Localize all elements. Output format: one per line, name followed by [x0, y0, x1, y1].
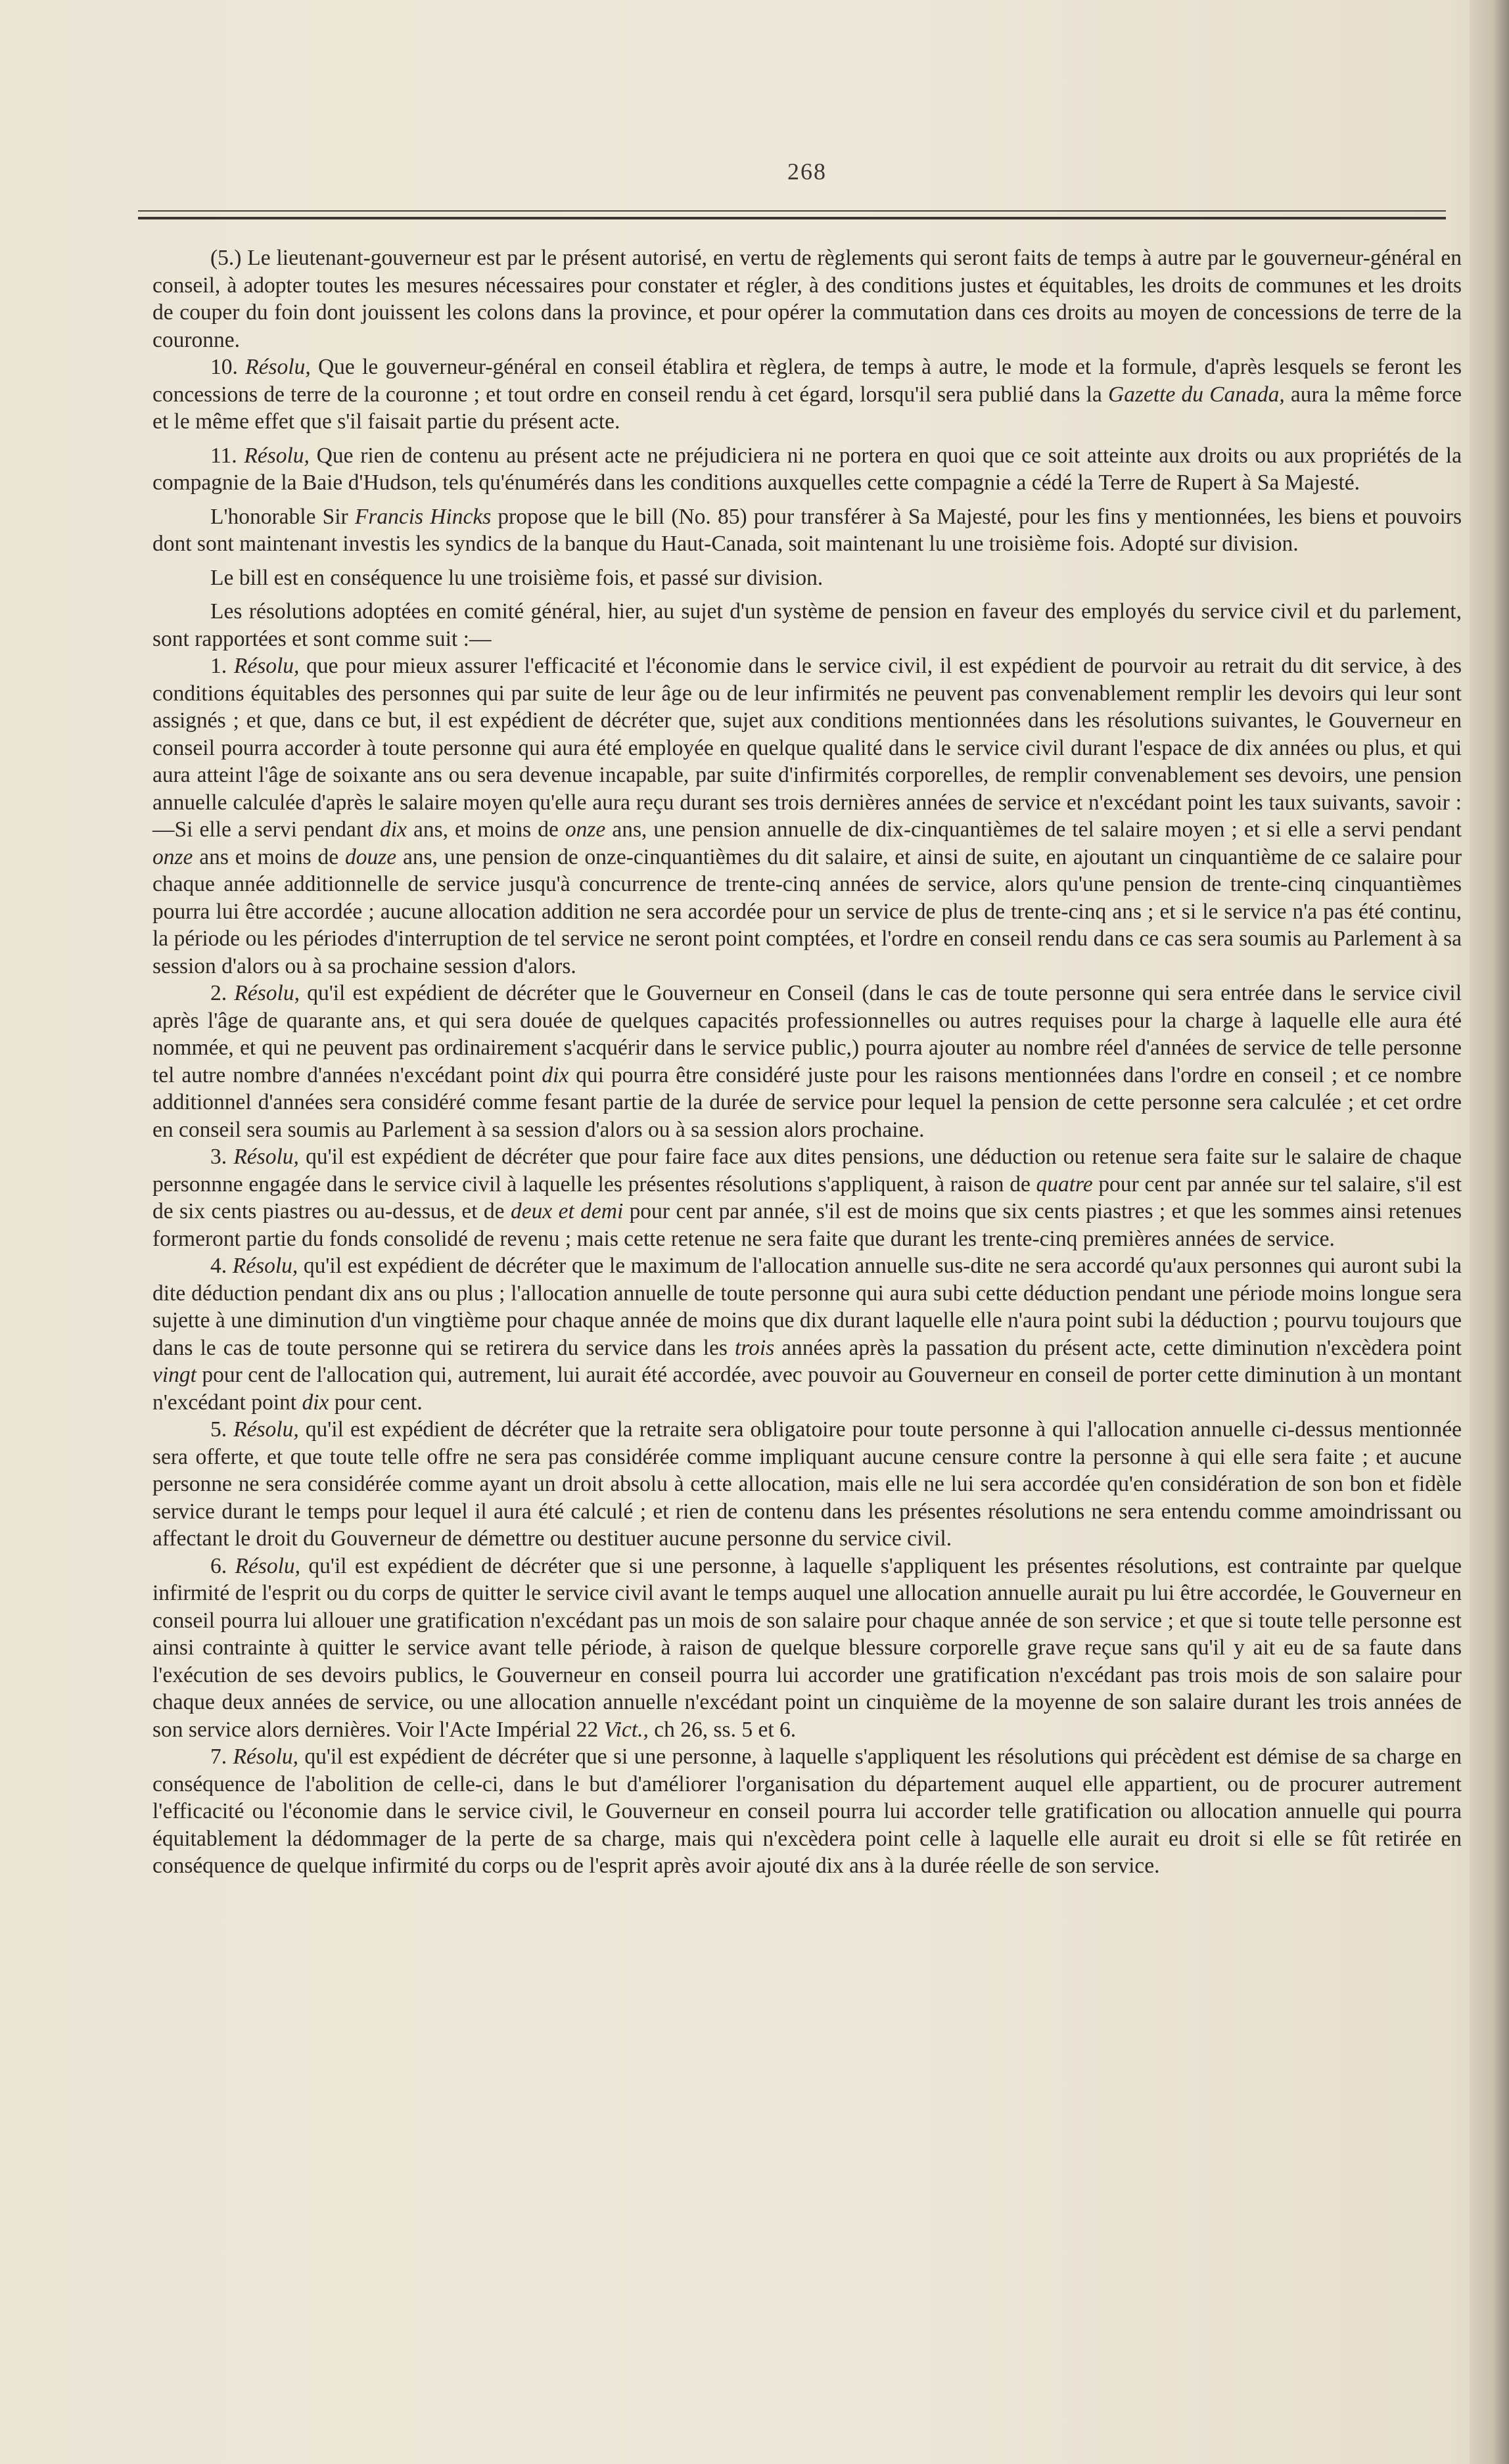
text-span: qui pourra être considéré juste pour les raisons mentionnées dans l'ordre en conseil ; et ce nombre additionnel d'années sera considéré comme fesant partie de la durée de service pour lequel la pension de cette personne sera calculée ; et cet ordre en conseil sera soumis au Parlement à sa session d'alors ou à sa session alors prochaine. [152, 1062, 1462, 1142]
italic-span: quatre [1036, 1172, 1093, 1197]
paragraph-r6 [152, 1553, 1462, 1744]
paragraph-hincks [152, 503, 1462, 558]
paragraph-intro [152, 598, 1462, 652]
paragraph-p11 [152, 442, 1462, 497]
italic-span: Résolu, [232, 1254, 298, 1278]
text-span: Que rien de contenu au présent acte ne préjudiciera ni ne portera en quoi que ce soit atteinte aux droits ou aux propriétés de la compagnie de la Baie d'Hudson, tels qu'énumérés dans les conditions auxquelles cette compagnie a cédé la Terre de Rupert à Sa Majesté. [152, 443, 1462, 495]
paragraph-bill [152, 564, 1462, 592]
text-span: pour cent. [329, 1390, 423, 1415]
paragraph-p5 [152, 244, 1462, 354]
text-span: 2. [210, 981, 235, 1005]
paragraph-r5 [152, 1416, 1462, 1553]
text-span: ans et moins de [193, 844, 345, 869]
italic-span: dix [380, 817, 407, 842]
text-span: qu'il est expédient de décréter que si une personne, à laquelle s'appliquent les présentes résolutions, est contrainte par quelque infirmité de l'esprit ou du corps de quitter le service civil avant le temps auquel une allocation annuelle aurait pu lui être accordée, le Gouverneur en conseil pourra lui allouer une gratification n'excédant pas un mois de son salaire pour chaque année de son service ; et que si toute telle personne est ainsi contrainte à quitter le service avant telle période, à raison de quelque blessure corporelle grave reçue sans qu'il y ait eu de sa faute dans l'exécution de ses devoirs publics, le Gouverneur en conseil pourra lui accorder une gratification n'excédant pas trois mois de son salaire pour chaque deux années de service, ou une allocation annuelle n'excédant point un cinquième de la moyenne de son salaire durant les trois années de son service alors dernières. Voir l'Acte Impérial 22 [152, 1553, 1462, 1742]
text-span: ans, et moins de [406, 817, 565, 842]
italic-span: Résolu, [233, 1417, 299, 1442]
text-span: années après la passation du présent acte, cette diminution n'excèdera point [774, 1335, 1462, 1360]
text-span: qu'il est expédient de décréter que le Gouverneur en Conseil (dans le cas de toute personne qui sera entrée dans le service civil après l'âge de quarante ans, et qui sera douée de quelques capacités professionnelles ou autres requises pour la charge à laquelle elle aura été nommée, et qui ne peuvent pas ordinairement s'acquérir dans le service public,) pourra ajouter au nombre réel d'années de service de telle personne tel autre nombre d'années n'excédant point [152, 981, 1462, 1087]
paragraph-r1 [152, 652, 1462, 980]
text-span: L'honorable Sir [210, 504, 355, 529]
italic-span: Vict., [603, 1717, 649, 1742]
paragraph-r7 [152, 1743, 1462, 1880]
text-span: 3. [210, 1145, 234, 1169]
italic-span: dix [542, 1062, 569, 1087]
text-span: ans, une pension annuelle de dix-cinquantièmes de tel salaire moyen ; et si elle a servi pendant [605, 817, 1462, 842]
italic-span: Résolu, [233, 654, 300, 678]
text-span: 7. [210, 1745, 233, 1769]
text-span: Le bill est en conséquence lu une troisième fois, et passé sur division. [210, 565, 824, 590]
page-number: 268 [787, 158, 827, 185]
italic-span: vingt [152, 1363, 197, 1387]
text-span: 1. [210, 654, 234, 678]
text-span: qu'il est expédient de décréter que le maximum de l'allocation annuelle sus-dite ne sera accordé qu'aux personnes qui auront subi la dite déduction pendant dix ans ou plus ; l'allocation annuelle de toute personne qui aura subi cette déduction pendant une période moins longue sera sujette à une diminution d'un vingtième pour chaque année de moins que dix durant laquelle elle n'aura point subi la déduction ; pourvu toujours que dans le cas de toute personne qui se retirera du service dans les [152, 1254, 1462, 1360]
text-span: que pour mieux assurer l'efficacité et l'économie dans le service civil, il est expédient de pourvoir au retrait du dit service, à des conditions équitables des personnes qui par suite de leur âge ou de leur infirmités ne peuvent pas convenablement remplir les devoirs qui leur sont assignés ; et que, dans ce but, il est expédient de décréter que, sujet aux conditions mentionnées dans les résolutions suivantes, le Gouverneur en conseil pourra accorder à toute personne qui aura été employée en quelque qualité dans le service civil durant l'espace de dix années ou plus, et qui aura atteint l'âge de soixante ans ou sera devenue incapable, par suite d'infirmités corporelles, de remplir convenablement ses devoirs, une pension annuelle calculée d'après le salaire moyen qu'elle aura reçu durant ses trois dernières années de service et n'excédant point les taux suivants, savoir :—Si elle a servi pendant [152, 654, 1462, 842]
italic-span: onze [152, 844, 193, 869]
text-span: qu'il est expédient de décréter que la retraite sera obligatoire pour toute personne à qui l'allocation annuelle ci-dessus mentionnée sera offerte, et que toute telle offre ne sera pas considérée comme impliquant aucune censure contre la personne à qui elle sera faite ; et aucune personne ne sera considérée comme ayant un droit absolu à cette allocation, mais elle ne lui sera accordée qu'en considération de son bon et fidèle service durant le temps pour lequel il aura été calculé ; et rien de contenu dans les présentes résolutions ne sera entendu comme amoindrissant ou affectant le droit du Gouverneur de démettre ou destituer aucune personne du service civil. [152, 1417, 1462, 1551]
italic-span: douze [344, 844, 397, 869]
italic-span: Résolu, [234, 981, 300, 1005]
italic-span: Francis Hincks [354, 504, 492, 529]
italic-span: deux et demi [510, 1199, 624, 1223]
paragraph-r4 [152, 1252, 1462, 1416]
text-span: qu'il est expédient de décréter que si une personne, à laquelle s'appliquent les résolutions qui précèdent est démise de sa charge en conséquence de l'abolition de celle-ci, dans le but d'améliorer l'organisation du département auquel elle appartient, ou de procurer autrement l'efficacité ou l'économie dans le service civil, le Gouverneur en conseil pourra lui accorder telle gratification ou allocation annuelle qui pourra équitablement la dédommager de la perte de sa charge, mais qui n'excèdera point celle à laquelle elle aurait eu droit si elle se fût retirée en conséquence de quelque infirmité du corps ou de l'esprit après avoir ajouté dix ans à la durée réelle de son service. [152, 1745, 1462, 1878]
text-span: ch 26, ss. 5 et 6. [648, 1717, 797, 1742]
italic-span: Résolu, [233, 1745, 299, 1769]
text-span: pour cent de l'allocation qui, autrement, lui aurait été accordée, avec pouvoir au Gouverneur en conseil de porter cette diminution à un montant n'excédant point [152, 1363, 1462, 1415]
italic-span: Résolu, [245, 355, 311, 379]
text-span: Les résolutions adoptées en comité général, hier, au sujet d'un système de pension en faveur des employés du service civil et du parlement, sont rapportées et sont comme suit :— [152, 599, 1462, 651]
header-rule-thin [138, 210, 1446, 212]
text-span: 4. [210, 1254, 233, 1278]
italic-span: Résolu, [244, 443, 310, 468]
italic-span: Résolu, [235, 1553, 301, 1578]
text-span: 10. [210, 355, 246, 379]
italic-span: onze [565, 817, 606, 842]
paragraph-p10 [152, 354, 1462, 436]
italic-span: Gazette du Canada, [1108, 382, 1285, 407]
text-span: pour cent par année sur tel salaire, s'il est de six cents piastres ou au-dessus, et de [152, 1172, 1462, 1223]
text-span: ans, une pension de onze-cinquantièmes du dit salaire, et ainsi de suite, en ajoutant un cinquantième de ce salaire pour chaque année additionnelle de service jusqu'à concurrence de trente-cinq années de service, alors qu'une pension de trente-cinq cinquantièmes pourra lui être accordée ; aucune allocation addition ne sera accordée pour un service de plus de trente-cinq ans ; et si le service n'a pas été continu, la période ou les périodes d'interruption de tel service ne seront point comptées, et l'ordre en conseil rendu dans ce cas sera soumis au Parlement à sa session d'alors ou à sa prochaine session d'alors. [152, 844, 1462, 978]
italic-span: dix [302, 1390, 329, 1415]
page-edge-shadow [1470, 0, 1509, 2464]
text-span: 6. [210, 1553, 235, 1578]
text-span: 5. [210, 1417, 234, 1442]
paragraph-r3 [152, 1143, 1462, 1252]
text-span: pour cent par année, s'il est de moins que six cents piastres ; et que les sommes ainsi retenues formeront partie du fonds consolidé de revenu ; mais cette retenue ne sera faite que durant les trente-cinq premières années de service. [152, 1199, 1462, 1251]
paragraph-r2 [152, 980, 1462, 1143]
text-span: qu'il est expédient de décréter que pour faire face aux dites pensions, une déduction ou retenue sera faite sur le salaire de chaque personnne engagée dans le service civil à laquelle les présentes résolutions s'appliquent, à raison de [152, 1145, 1462, 1197]
body-text [152, 244, 1462, 1880]
text-span: Que le gouverneur-général en conseil établira et règlera, de temps à autre, le mode et la formule, d'après lesquels se feront les concessions de terre de la couronne ; et tout ordre en conseil rendu à cet égard, lorsqu'il sera publié dans la [152, 355, 1462, 407]
text-span: propose que le bill (No. 85) pour transférer à Sa Majesté, pour les fins y mentionnées, les biens et pouvoirs dont sont maintenant investis les syndics de la banque du Haut-Canada, soit maintenant lu une troisième fois. Adopté sur division. [152, 504, 1462, 556]
text-span: 11. [210, 443, 244, 468]
text-span: (5.) Le lieutenant-gouverneur est par le présent autorisé, en vertu de règlements qui seront faits de temps à autre par le gouverneur-général en conseil, à adopter toutes les mesures nécessaires pour constater et régler, à des conditions justes et équitables, les droits de communes et les droits de couper du foin dont jouissent les colons dans la province, et pour opérer la commutation dans ces droits au moyen de concessions de terre de la couronne. [152, 246, 1462, 352]
italic-span: trois [735, 1335, 775, 1360]
text-span: aura la même force et le même effet que s'il faisait partie du présent acte. [152, 382, 1462, 434]
italic-span: Résolu, [233, 1145, 299, 1169]
header-rule-thick [138, 217, 1446, 219]
